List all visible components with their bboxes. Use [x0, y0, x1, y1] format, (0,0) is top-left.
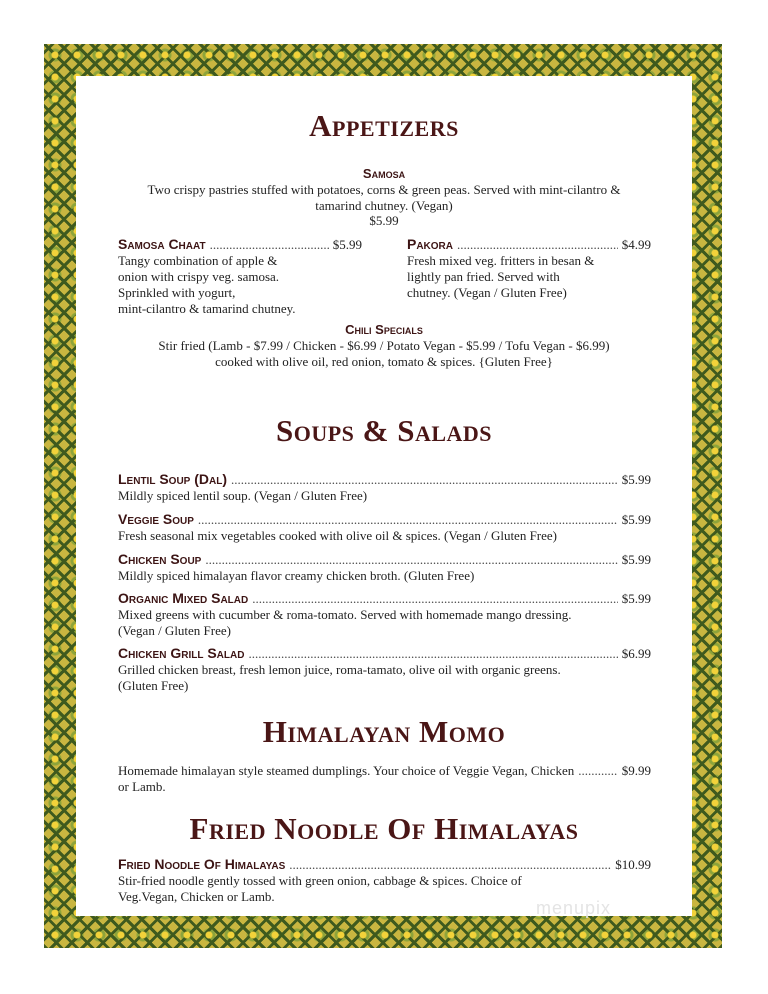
item-desc: Mildly spiced himalayan flavor creamy chicken broth. (Gluten Free)	[118, 568, 475, 583]
section-title-noodle: Fried Noodle Of Himalayas	[189, 811, 579, 846]
item-desc: mint-cilantro & tamarind chutney.	[118, 301, 296, 316]
item-desc: chutney. (Vegan / Gluten Free)	[407, 285, 567, 300]
item-name: Chicken Grill Salad	[118, 645, 245, 661]
item-name: Fried Noodle Of Himalayas	[118, 856, 286, 872]
momo-item	[118, 763, 651, 795]
item-name: Lentil Soup (Dal)	[118, 471, 227, 487]
item-desc: (Gluten Free)	[118, 678, 189, 693]
item-desc: or Lamb.	[118, 779, 166, 794]
samosa-chaat-item	[118, 236, 362, 317]
menu-item	[118, 645, 651, 694]
section-title-momo: Himalayan Momo	[262, 714, 506, 749]
item-desc: Stir-fried noodle gently tossed with green onion, cabbage & spices. Choice of	[118, 873, 522, 888]
item-price: $5.99	[621, 552, 651, 567]
item-price: $9.99	[621, 763, 651, 778]
item-desc: Fresh seasonal mix vegetables cooked with olive oil & spices. (Vegan / Gluten Free)	[118, 528, 558, 543]
item-desc: Fresh mixed veg. fritters in besan &	[407, 253, 595, 268]
item-desc: onion with crispy veg. samosa.	[118, 269, 280, 284]
item-desc: Mixed greens with cucumber & roma-tomato. Served with homemade mango dressing.	[118, 607, 572, 622]
item-price: $5.99	[621, 512, 651, 527]
item-price: $10.99	[615, 857, 651, 872]
pakora-item	[407, 236, 651, 301]
item-name: Pakora	[407, 236, 454, 252]
item-desc: Veg.Vegan, Chicken or Lamb.	[118, 889, 275, 904]
item-desc: (Vegan / Gluten Free)	[118, 623, 231, 638]
chili-desc2: cooked with olive oil, red onion, tomato & spices. {Gluten Free}	[215, 354, 553, 369]
samosa-desc: Two crispy pastries stuffed with potatoes, corns & green peas. Served with mint-cilantro &	[147, 182, 621, 197]
section-title-soups: Soups & Salads	[275, 413, 493, 448]
item-name: Chicken Soup	[118, 551, 202, 567]
watermark: menupix	[536, 898, 612, 918]
item-name: Samosa Chaat	[118, 236, 206, 252]
item-price: $4.99	[621, 237, 651, 252]
samosa-desc2: tamarind chutney. (Vegan)	[315, 198, 453, 213]
samosa-name: Samosa	[362, 166, 406, 181]
menu-item	[118, 590, 651, 639]
item-desc: Mildly spiced lentil soup. (Vegan / Gluten Free)	[118, 488, 368, 503]
menu-item	[118, 511, 651, 544]
section-title-appetizers: Appetizers	[309, 108, 459, 143]
menu-item	[118, 551, 651, 584]
samosa-price: $5.99	[369, 213, 399, 228]
item-desc: Grilled chicken breast, fresh lemon juice, roma-tamato, olive oil with organic greens.	[118, 662, 561, 677]
chili-desc: Stir fried (Lamb - $7.99 / Chicken - $6.99 / Potato Vegan - $5.99 / Tofu Vegan - $6.99)	[158, 338, 610, 353]
item-desc: Sprinkled with yogurt,	[118, 285, 236, 300]
item-name: Organic Mixed Salad	[118, 590, 249, 606]
item-price: $5.99	[621, 591, 651, 606]
item-desc: lightly pan fried. Served with	[407, 269, 560, 284]
menu-item	[118, 471, 651, 504]
item-desc: Homemade himalayan style steamed dumplings. Your choice of Veggie Vegan, Chicken	[118, 763, 575, 778]
item-name: Veggie Soup	[118, 511, 194, 527]
chili-specials-name: Chili Specials	[345, 322, 423, 337]
item-price: $6.99	[621, 646, 651, 661]
item-price: $5.99	[332, 237, 362, 252]
item-desc: Tangy combination of apple &	[118, 253, 278, 268]
item-price: $5.99	[621, 472, 651, 487]
